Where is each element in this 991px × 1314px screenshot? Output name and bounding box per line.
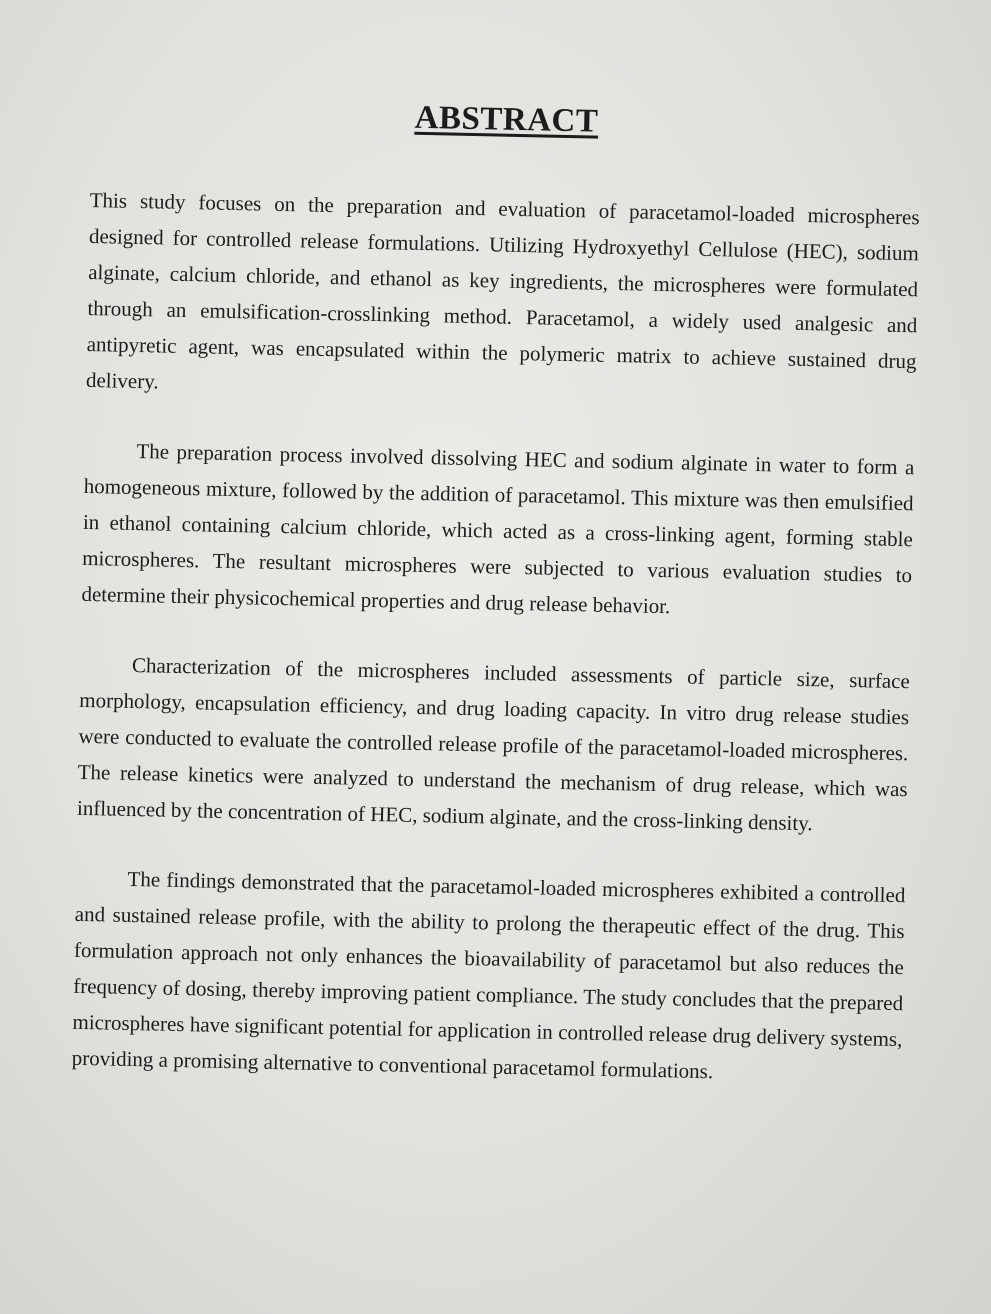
abstract-title: ABSTRACT	[414, 99, 599, 140]
abstract-paragraph-1: This study focuses on the preparation and evaluation of paracetamol-loaded microspheres designed for controlled release formulations. Utilizing Hydroxyethyl Cellulose (HEC), sodium alginate, calcium chloride, and ethanol as key ingredients, the microspheres were formulated through an emulsification-crosslinking method. Paracetamol, a widely used analgesic and antipyretic agent, was encapsulated within the polymeric matrix to achieve sustained drug delivery.	[85, 187, 920, 394]
abstract-paragraph-4: The findings demonstrated that the paracetamol-loaded microspheres exhibited a controlled and sustained release profile, with the ability to prolong the therapeutic effect of the drug. This formulation approach not only enhances the bioavailability of paracetamol but also reduces the frequency of dosing, thereby improving patient compliance. The study concludes that the prepared microspheres have significant potential for application in controlled release drug delivery systems, providing a promising alternative to conventional paracetamol formulations.	[71, 866, 906, 1083]
abstract-paragraph-3: Characterization of the microspheres included assessments of particle size, surface morphology, encapsulation efficiency, and drug loading capacity. In vitro drug release studies were conducted to evaluate the controlled release profile of the paracetamol-loaded microspheres. The release kinetics were analyzed to understand the mechanism of drug release, which was influenced by the concentration of HEC, sodium alginate, and the cross-linking density.	[76, 652, 911, 835]
document-sheet	[71, 92, 922, 1127]
abstract-paragraph-2: The preparation process involved dissolving HEC and sodium alginate in water to form a homogeneous mixture, followed by the addition of paracetamol. This mixture was then emulsified in ethanol containing calcium chloride, which acted as a cross-linking agent, forming stable microspheres. The resultant microspheres were subjected to various evaluation studies to determine their physicochemical properties and drug release behavior.	[81, 438, 915, 618]
